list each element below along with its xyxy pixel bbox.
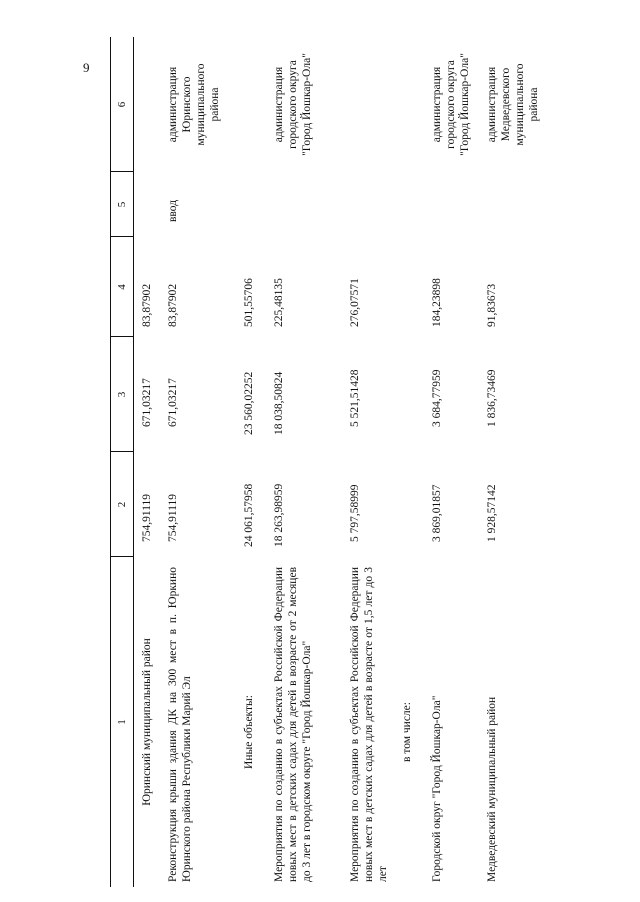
page-number: 9: [83, 60, 90, 75]
row-c6: администрация Юринского муниципального района: [167, 63, 221, 146]
table-header: [110, 37, 134, 887]
row-c6: администрация Медведевского муниципального района: [486, 63, 540, 146]
row-c3: 23 560,02252: [243, 371, 255, 435]
row-c2: 1 928,57142: [486, 484, 498, 542]
row-c3: 5 521,51428: [349, 369, 361, 427]
header-col-5: 5: [116, 201, 128, 208]
row-c3: 671,03217: [167, 378, 179, 427]
row-c4: 276,07571: [349, 278, 361, 327]
row-c4: 184,23898: [431, 278, 443, 327]
row-name: Мероприятия по созданию в субъектах Российской Федерации новых мест в детских садах для детей в возрасте от 2 месяцев до 3 лет в городском округе "Город Йошкар-Ола": [273, 567, 313, 882]
row-c4: 83,87902: [167, 283, 179, 327]
row-c2: 24 061,57958: [243, 483, 255, 547]
row-c4: 91,83673: [486, 283, 498, 327]
header-col-6: 6: [116, 101, 128, 108]
header-col-2: 2: [116, 501, 128, 508]
row-c3: 18 038,50824: [273, 371, 285, 435]
row-c2: 18 263,98959: [273, 483, 285, 547]
row-name: Иные объекты:: [243, 695, 255, 769]
row-c6: администрация городского округа "Город Йошкар-Ола": [431, 53, 471, 156]
row-name: Городской округ "Город Йошкар-Ола": [431, 695, 443, 882]
row-c4: 225,48135: [273, 278, 285, 327]
row-c6: администрация городского округа "Город Йошкар-Ола": [273, 53, 313, 156]
row-name: Юринский муниципальный район: [141, 638, 153, 806]
row-name: в том числе:: [401, 702, 413, 762]
row-c3: 1 836,73469: [486, 369, 498, 427]
row-c2: 5 797,58999: [349, 484, 361, 542]
header-col-1: 1: [116, 719, 128, 725]
header-col-4: 4: [116, 284, 128, 290]
row-c3: 671,03217: [141, 378, 153, 427]
row-c5: ввод: [167, 199, 179, 222]
row-c4: 83,87902: [141, 283, 153, 327]
header-col-3: 3: [116, 391, 128, 398]
row-name: Мероприятия по созданию в субъектах Российской Федерации новых мест в детских садах для детей в возрасте от 1,5 лет до 3 лет: [349, 567, 389, 882]
row-c3: 3 684,77959: [431, 369, 443, 427]
row-name: Медведевский муниципальный район: [486, 696, 498, 882]
row-c2: 754,91119: [141, 493, 153, 542]
row-c2: 3 869,01857: [431, 484, 443, 542]
row-name: Реконструкция крыши здания ДК на 300 мест в п. Юркино Юринского района Республики Марий Эл: [167, 567, 193, 882]
row-c4: 501,55706: [243, 278, 255, 327]
row-c2: 754,91119: [167, 493, 179, 542]
